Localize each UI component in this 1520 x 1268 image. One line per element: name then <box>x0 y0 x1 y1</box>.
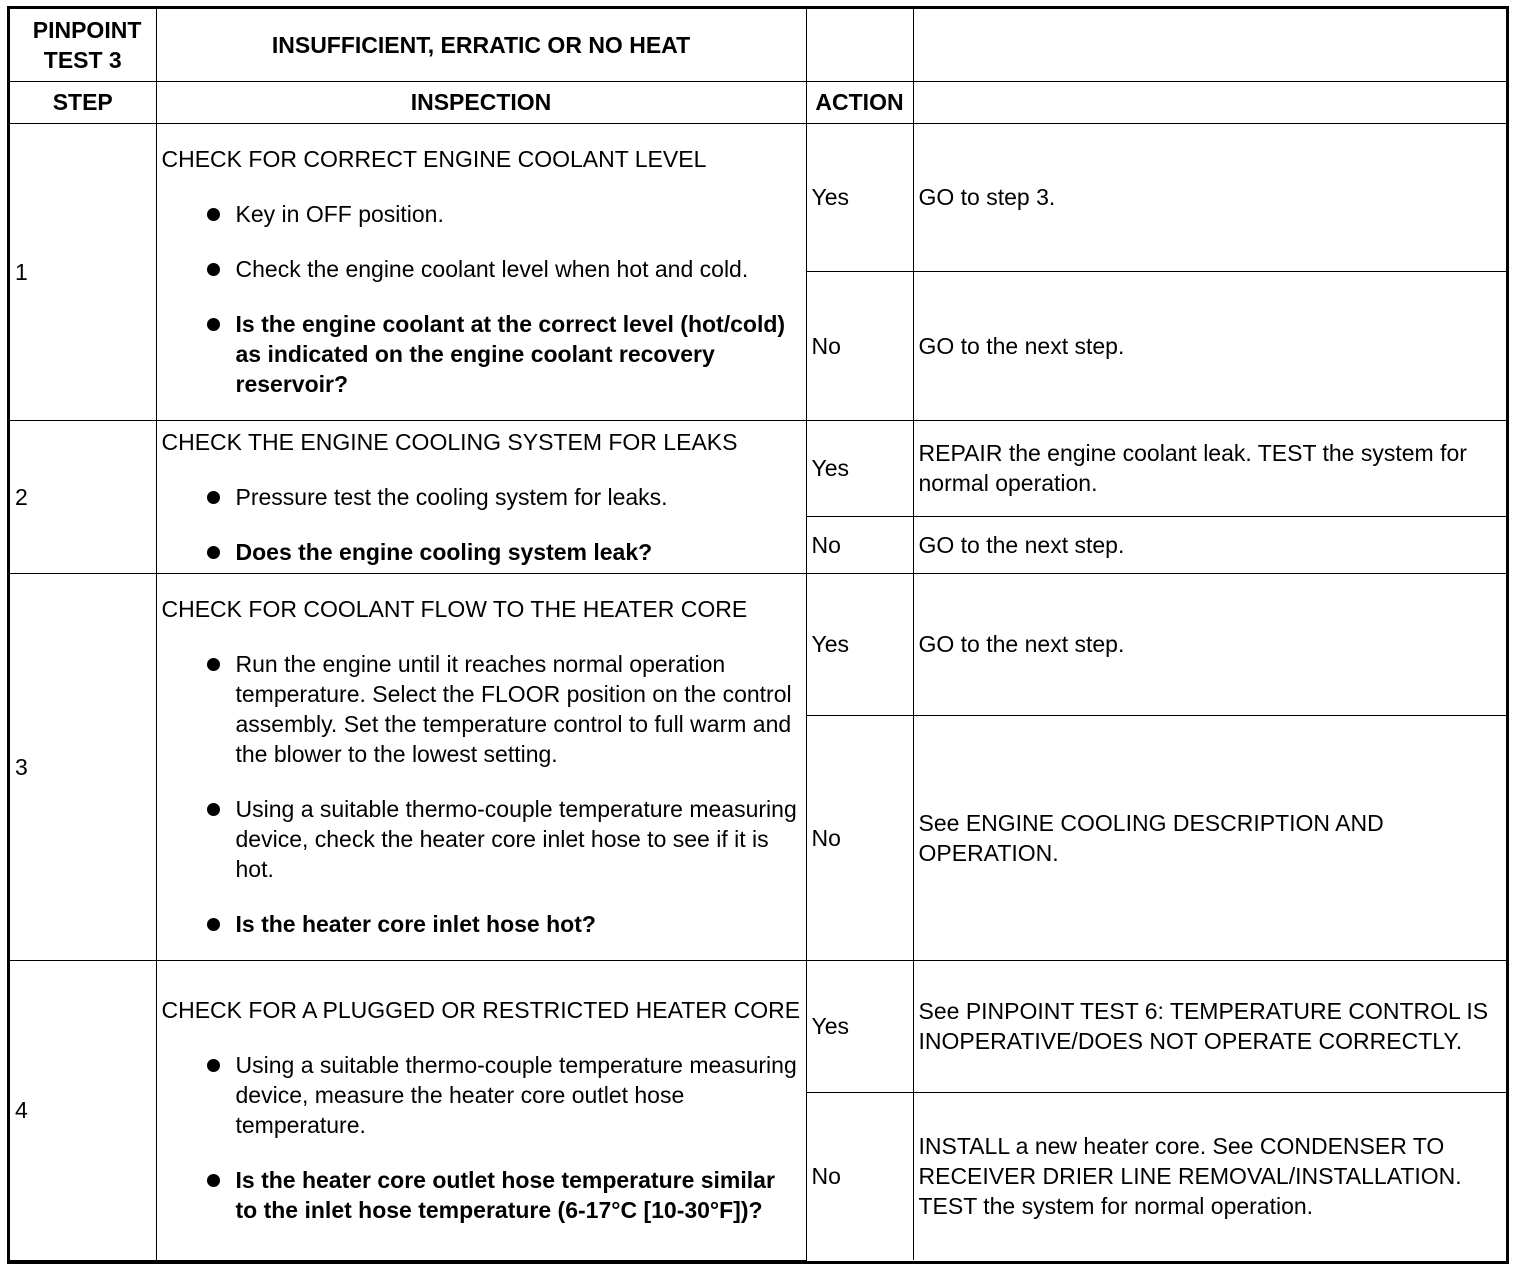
action-yes: GO to step 3. <box>913 123 1506 271</box>
column-header-inspection: INSPECTION <box>156 81 806 123</box>
inspection-cell <box>156 123 806 420</box>
empty-header-cell <box>913 9 1506 81</box>
column-header-step: STEP <box>10 81 156 123</box>
answer-no: No <box>806 271 913 420</box>
step-number: 3 <box>10 573 156 960</box>
column-header-row <box>10 81 1506 123</box>
inspection-cell <box>156 420 806 573</box>
table-row <box>10 420 1506 516</box>
inspection-bullet: Pressure test the cooling system for leaks. <box>162 482 801 512</box>
action-no: See ENGINE COOLING DESCRIPTION AND OPERATION. <box>913 715 1506 960</box>
action-yes: See PINPOINT TEST 6: TEMPERATURE CONTROL IS INOPERATIVE/DOES NOT OPERATE CORRECTLY. <box>913 960 1506 1092</box>
pinpoint-test-label-text: PINPOINT TEST 3 <box>32 16 142 73</box>
inspection-list <box>162 1050 801 1225</box>
step-number: 2 <box>10 420 156 573</box>
inspection-bullet: Using a suitable thermo-couple temperature measuring device, check the heater core inlet hose to see if it is hot. <box>162 794 801 884</box>
answer-no: No <box>806 516 913 573</box>
inspection-question: Is the heater core outlet hose temperature similar to the inlet hose temperature (6-17°C [10-30°F])? <box>162 1165 801 1225</box>
inspection-cell <box>156 573 806 960</box>
answer-no: No <box>806 715 913 960</box>
answer-yes: Yes <box>806 420 913 516</box>
inspection-bullet: Run the engine until it reaches normal operation temperature. Select the FLOOR position on the control assembly. Set the temperature control to full warm and the blower to the lowest setting. <box>162 649 801 769</box>
action-yes: GO to the next step. <box>913 573 1506 715</box>
inspection-list <box>162 199 801 399</box>
inspection-title: CHECK FOR CORRECT ENGINE COOLANT LEVEL <box>161 146 707 172</box>
answer-yes: Yes <box>806 573 913 715</box>
inspection-question: Is the heater core inlet hose hot? <box>162 909 801 939</box>
pinpoint-test-table <box>10 9 1506 1261</box>
inspection-title: CHECK FOR COOLANT FLOW TO THE HEATER CORE <box>161 596 748 622</box>
action-no: INSTALL a new heater core. See CONDENSER TO RECEIVER DRIER LINE REMOVAL/INSTALLATION. TEST the system for normal operation. <box>913 1092 1506 1260</box>
action-yes: REPAIR the engine coolant leak. TEST the system for normal operation. <box>913 420 1506 516</box>
table-title: INSUFFICIENT, ERRATIC OR NO HEAT <box>156 9 806 81</box>
table-title-row <box>10 9 1506 81</box>
column-header-action: ACTION <box>806 81 913 123</box>
pinpoint-test-label <box>10 9 156 81</box>
action-no: GO to the next step. <box>913 271 1506 420</box>
pinpoint-test-frame <box>7 6 1509 1264</box>
inspection-list <box>162 482 801 567</box>
table-row <box>10 123 1506 271</box>
answer-yes: Yes <box>806 960 913 1092</box>
inspection-list <box>162 649 801 939</box>
step-number: 1 <box>10 123 156 420</box>
inspection-title: CHECK THE ENGINE COOLING SYSTEM FOR LEAKS <box>161 428 738 455</box>
inspection-question: Does the engine cooling system leak? <box>162 537 801 567</box>
answer-yes: Yes <box>806 123 913 271</box>
inspection-bullet: Using a suitable thermo-couple temperature measuring device, measure the heater core outlet hose temperature. <box>162 1050 801 1140</box>
inspection-question: Is the engine coolant at the correct level (hot/cold) as indicated on the engine coolant recovery reservoir? <box>162 309 801 399</box>
step-number: 4 <box>10 960 156 1260</box>
action-no: GO to the next step. <box>913 516 1506 573</box>
inspection-cell <box>156 960 806 1260</box>
answer-no: No <box>806 1092 913 1260</box>
table-row <box>10 960 1506 1092</box>
inspection-bullet: Check the engine coolant level when hot and cold. <box>162 254 801 284</box>
inspection-bullet: Key in OFF position. <box>162 199 801 229</box>
empty-header-cell <box>806 9 913 81</box>
table-row <box>10 573 1506 715</box>
inspection-title: CHECK FOR A PLUGGED OR RESTRICTED HEATER CORE <box>161 997 801 1023</box>
empty-header-cell <box>913 81 1506 123</box>
